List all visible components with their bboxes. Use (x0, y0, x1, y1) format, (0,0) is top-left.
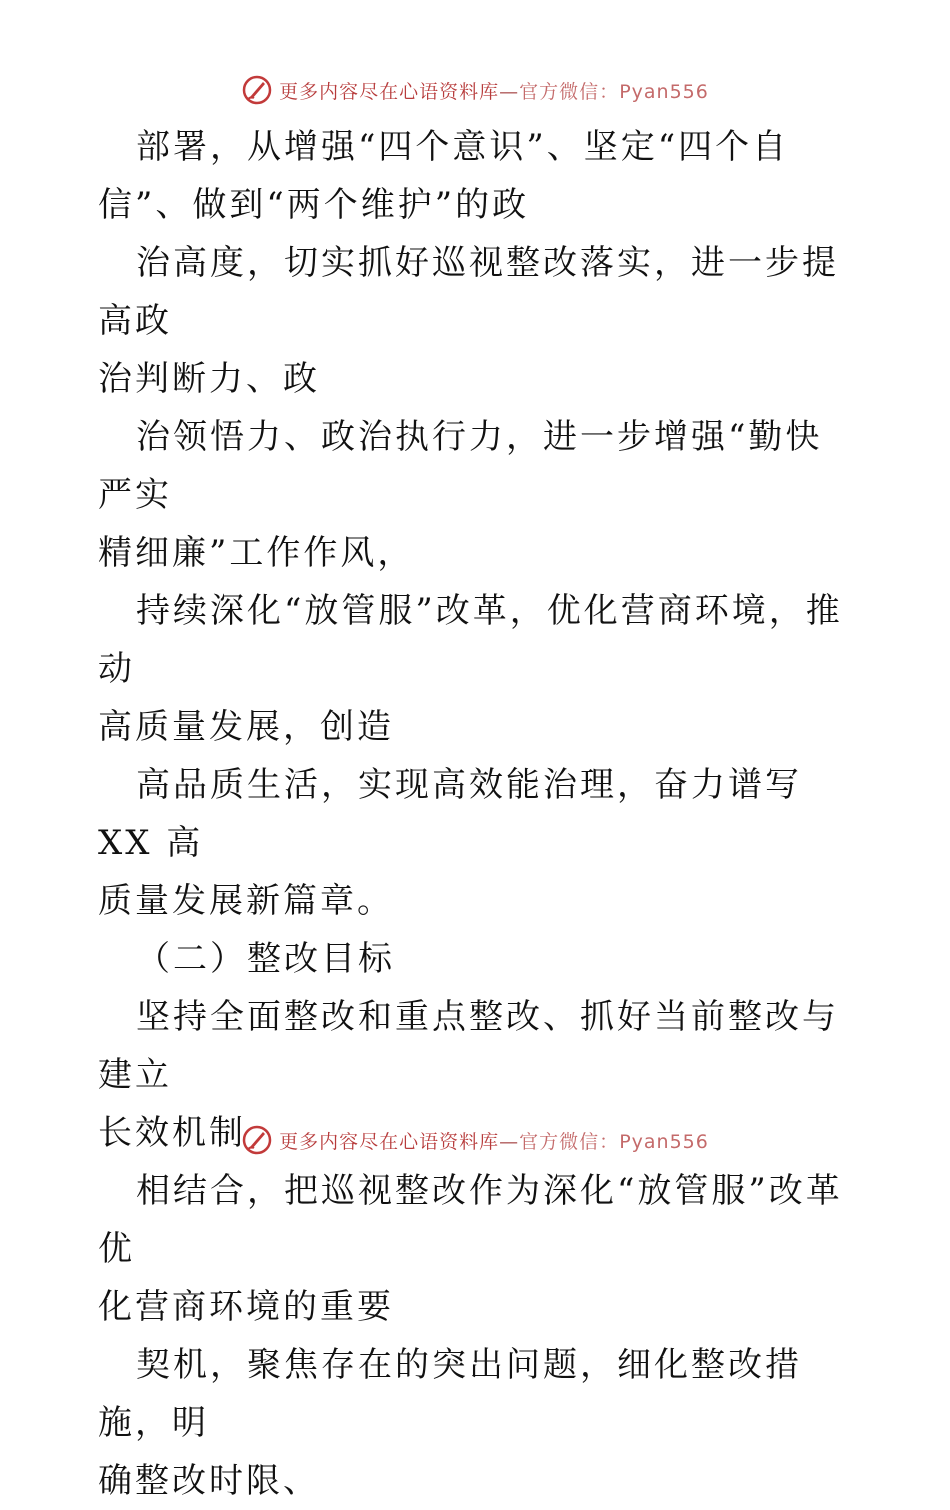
paragraph: 持续深化“放管服”改革，优化营商环境，推动 高质量发展，创造 (98, 591, 843, 747)
paragraph: 高品质生活，实现高效能治理，奋力谱写 XX 高 质量发展新篇章。 (98, 765, 816, 921)
paragraph: 相结合，把巡视整改作为深化“放管服”改革优 化营商环境的重要 (98, 1171, 843, 1327)
paragraph: 治领悟力、政治执行力，进一步增强“勤快严实 精细廉”工作作风， (98, 417, 823, 573)
watermark-text: 更多内容尽在心语资料库—官方微信：Pyan556 (279, 80, 709, 103)
paragraph: 契机，聚焦存在的突出问题，细化整改措施，明 确整改时限、 (98, 1345, 802, 1501)
quill-logo-icon (241, 1124, 273, 1156)
document-body (98, 118, 858, 1510)
paragraph: 坚持全面整改和重点整改、抓好当前整改与建立 长效机制 (98, 997, 839, 1153)
section-heading: （二）整改目标 (136, 939, 395, 979)
paragraph: 部署，从增强“四个意识”、坚定“四个自 信”、做到“两个维护”的政 (98, 127, 790, 225)
paragraph: 治高度，切实抓好巡视整改落实，进一步提高政 治判断力、政 (98, 243, 839, 399)
watermark-text: 更多内容尽在心语资料库—官方微信：Pyan556 (279, 1130, 709, 1153)
quill-logo-icon (241, 74, 273, 106)
footer-watermark-banner (0, 1120, 950, 1160)
header-watermark-banner (0, 70, 950, 110)
